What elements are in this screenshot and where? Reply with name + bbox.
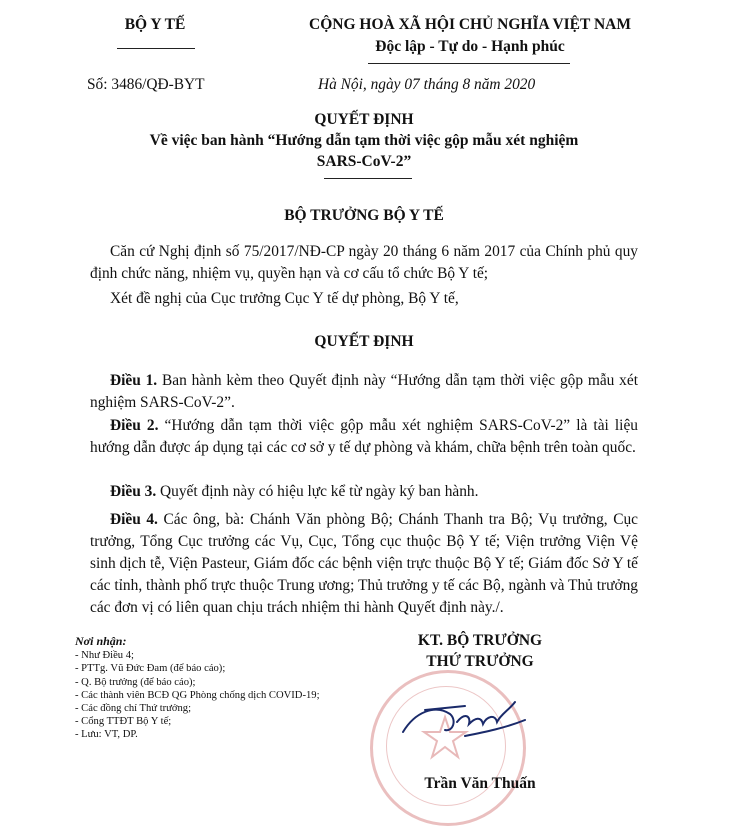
- signer-name: Trần Văn Thuấn: [424, 775, 536, 792]
- preamble-paragraph-1: Căn cứ Nghị định số 75/2017/NĐ-CP ngày 20 tháng 6 năm 2017 của Chính phủ quy định chức năng, nhiệm vụ, quyền hạn và cơ cấu tổ chức Bộ Y tế;: [90, 243, 638, 282]
- signature-title-1: KT. BỘ TRƯỞNG: [417, 632, 543, 649]
- article-1: Điều 1. Ban hành kèm theo Quyết định này “Hướng dẫn tạm thời việc gộp mẫu xét nghiệm SARS-CoV-2”.: [90, 372, 638, 411]
- ministry-underline: [117, 48, 195, 49]
- country-name: CỘNG HOÀ XÃ HỘI CHỦ NGHĨA VIỆT NAM: [309, 16, 631, 33]
- motto: Độc lập - Tự do - Hạnh phúc: [375, 38, 565, 55]
- recipient-item: - Các thành viên BCĐ QG Phòng chống dịch COVID-19;: [75, 689, 320, 701]
- place-date: Hà Nội, ngày 07 tháng 8 năm 2020: [318, 76, 536, 93]
- decision-heading: QUYẾT ĐỊNH: [314, 333, 414, 350]
- subject-line-1: Về việc ban hành “Hướng dẫn tạm thời việc gộp mẫu xét nghiệm: [149, 132, 579, 149]
- recipient-item: - Cổng TTĐT Bộ Y tế;: [75, 716, 172, 728]
- preamble-paragraph-2: Xét đề nghị của Cục trưởng Cục Y tế dự phòng, Bộ Y tế,: [110, 290, 459, 307]
- document-number: Số: 3486/QĐ-BYT: [87, 76, 205, 93]
- recipients-heading: Nơi nhận:: [75, 634, 127, 648]
- authority-heading: BỘ TRƯỞNG BỘ Y TẾ: [284, 207, 444, 224]
- handwritten-signature: [395, 692, 535, 752]
- signature-title-2: THỨ TRƯỞNG: [426, 653, 534, 670]
- subject-line-2: SARS-CoV-2”: [316, 153, 412, 170]
- motto-underline: [368, 63, 570, 64]
- recipient-item: - PTTg. Vũ Đức Đam (để báo cáo);: [75, 663, 226, 675]
- article-4: Điều 4. Các ông, bà: Chánh Văn phòng Bộ; Chánh Thanh tra Bộ; Vụ trưởng, Cục trưởng, Tổng Cục trưởng các Vụ, Cục, Tổng cục thuộc Bộ Y tế; Viện trưởng Viện Vệ sinh dịch tễ, Viện Pasteur, Giám đốc các bệnh viện trực thuộc Bộ Y tế; Giám đốc Sở Y tế các tỉnh, thành phố trực thuộc Trung ương; Thủ trưởng y tế các Bộ, ngành và Thủ trưởng các đơn vị có liên quan chịu trách nhiệm thi hành Quyết định này./.: [90, 511, 638, 616]
- recipient-item: - Lưu: VT, DP.: [75, 729, 138, 741]
- article-2: Điều 2. “Hướng dẫn tạm thời việc gộp mẫu xét nghiệm SARS-CoV-2” là tài liệu hướng dẫn được áp dụng tại các cơ sở y tế dự phòng và khám, chữa bệnh trên toàn quốc.: [90, 417, 638, 456]
- subject-underline: [324, 178, 412, 179]
- recipient-item: - Q. Bộ trưởng (để báo cáo);: [75, 676, 196, 688]
- document-heading: QUYẾT ĐỊNH: [314, 111, 414, 128]
- recipient-item: - Các đồng chí Thứ trưởng;: [75, 703, 192, 715]
- ministry-name: BỘ Y TẾ: [124, 16, 186, 33]
- recipients-list: [75, 635, 335, 742]
- article-3: Điều 3. Quyết định này có hiệu lực kể từ ngày ký ban hành.: [110, 483, 479, 500]
- recipient-item: - Như Điều 4;: [75, 650, 134, 662]
